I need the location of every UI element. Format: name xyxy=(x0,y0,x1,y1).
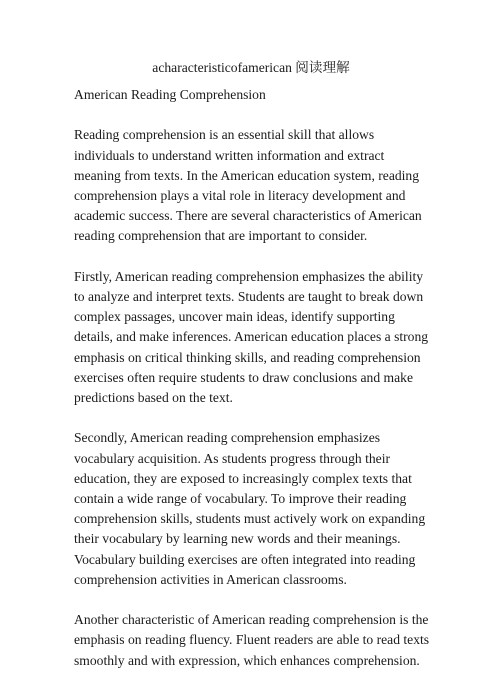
paragraph-fluency: Another characteristic of American reading comprehension is the emphasis on reading fluency. Fluent readers are able to read texts smoothly and with expression, which enhances comprehension. xyxy=(74,612,430,668)
paragraph-vocabulary: Secondly, American reading comprehension emphasizes vocabulary acquisition. As students progress through their education, they are exposed to increasingly complex texts that contain a wide range of vocabulary. To improve their reading comprehension skills, students must actively work on expanding their vocabulary by learning new words and their meanings. Vocabulary building exercises are often integrated into reading comprehension activities in American classrooms. xyxy=(74,430,426,587)
document-title: acharacteristicofamerican 阅读理解 xyxy=(152,60,350,75)
document-body xyxy=(74,85,432,691)
article-heading: American Reading Comprehension xyxy=(74,87,266,102)
paragraph-intro: Reading comprehension is an essential skill that allows individuals to understand written information and extract meaning from texts. In the American education system, reading comprehension plays a vital role in literacy development and academic success. There are several characteristics of American reading comprehension that are important to consider. xyxy=(74,127,422,244)
paragraph-analysis: Firstly, American reading comprehension emphasizes the ability to analyze and interpret texts. Students are taught to break down complex passages, uncover main ideas, identify supporting details, and make inferences. American education places a strong emphasis on critical thinking skills, and reading comprehension exercises often require students to draw conclusions and make predictions based on the text. xyxy=(74,268,429,406)
